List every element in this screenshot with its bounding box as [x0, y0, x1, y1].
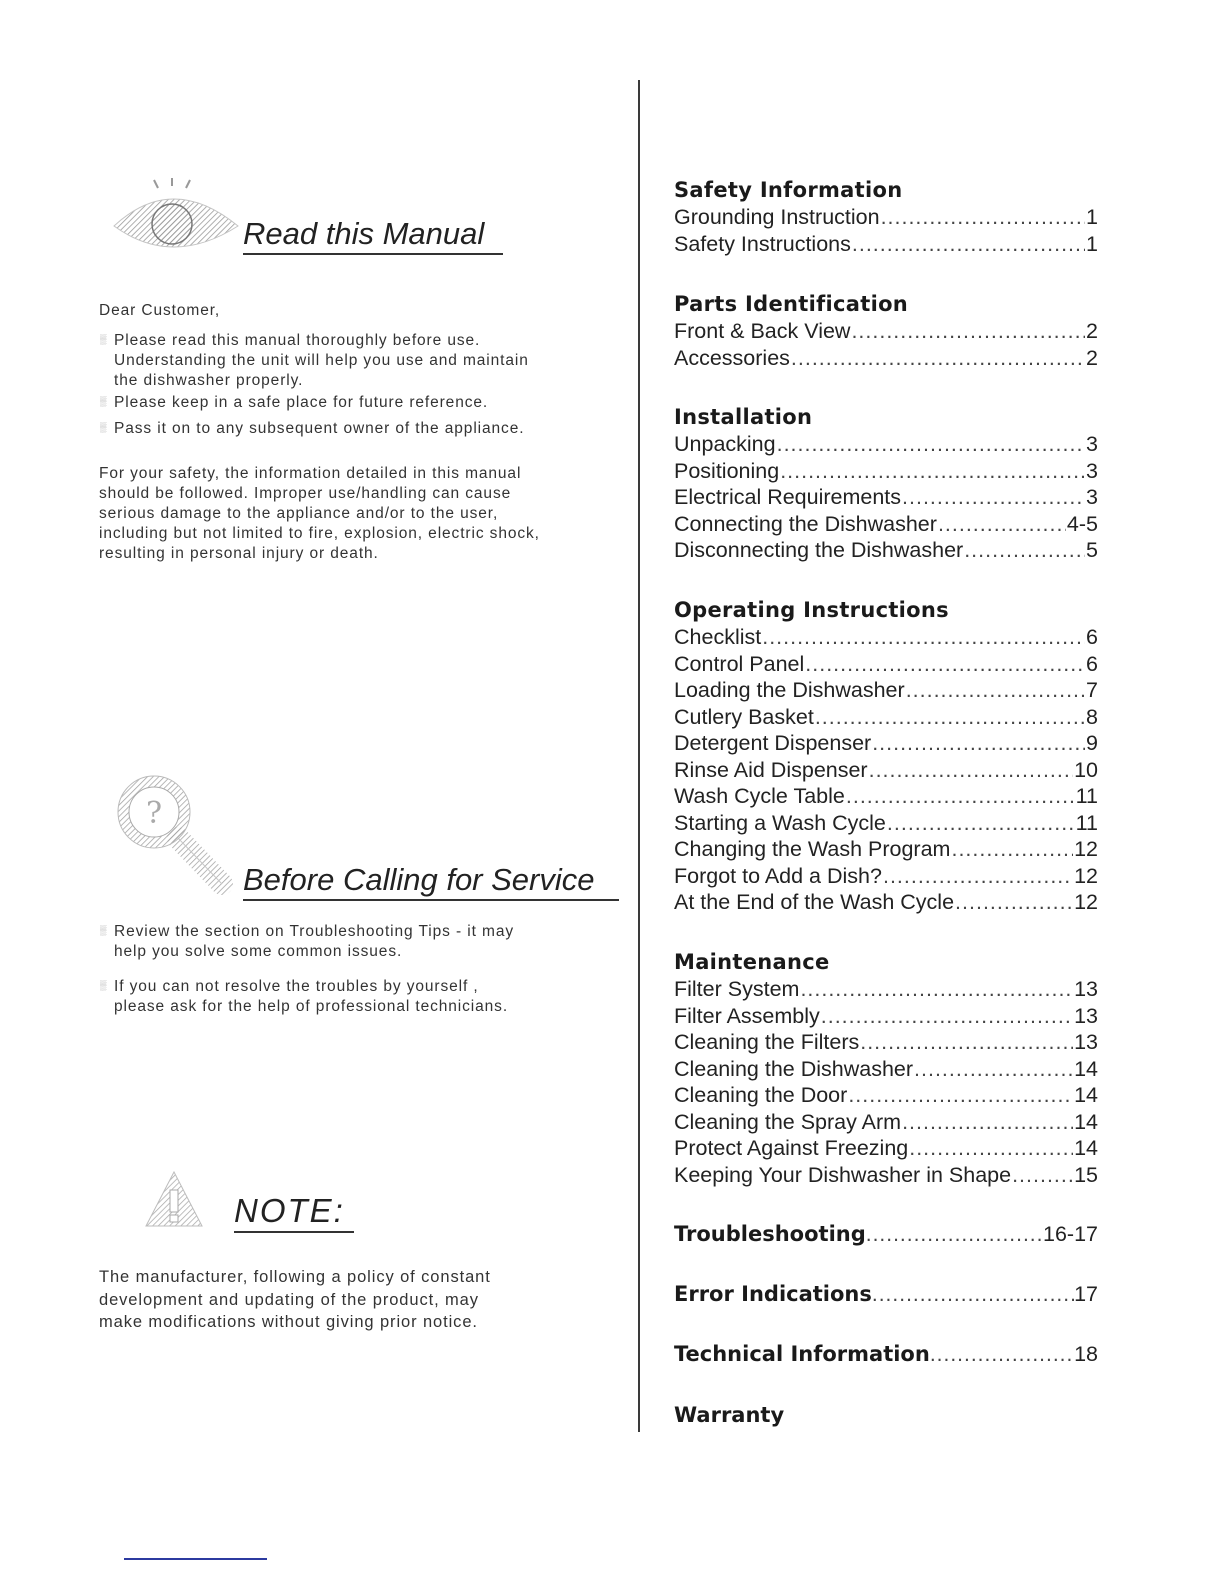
toc-parts	[674, 290, 1098, 371]
toc-entry[interactable]: Starting a Wash Cycle ..... 11	[674, 810, 1098, 837]
toc-entry[interactable]: Electrical Requirements ..... 3	[674, 484, 1098, 511]
service-title: Before Calling for Service	[243, 862, 619, 901]
toc-installation	[674, 403, 1098, 564]
toc-entry[interactable]: Accessories ..... 2	[674, 345, 1098, 372]
list-item: ▒ Review the section on Troubleshooting Tips - it may help you solve some common issues.	[100, 923, 514, 960]
warning-icon	[142, 1168, 206, 1230]
toc-entry[interactable]: Connecting the Dishwasher ..... 4-5	[674, 511, 1098, 538]
toc-warranty[interactable]: Warranty	[674, 1403, 785, 1427]
toc-error-indications[interactable]: Error Indications ..... 17	[674, 1279, 1098, 1309]
bullet-icon: ▒	[100, 334, 107, 344]
toc-entry[interactable]: Positioning ..... 3	[674, 458, 1098, 485]
svg-text:?: ?	[145, 796, 163, 831]
toc-heading: Safety Information	[674, 178, 903, 202]
toc-entry[interactable]: Disconnecting the Dishwasher ..... 5	[674, 537, 1098, 564]
toc-operating	[674, 596, 1098, 916]
toc-entry[interactable]: Cleaning the Dishwasher ..... 14	[674, 1056, 1098, 1083]
toc-heading: Installation	[674, 405, 813, 429]
toc-technical-information[interactable]: Technical Information ..... 18	[674, 1339, 1098, 1369]
toc-entry[interactable]: Rinse Aid Dispenser ..... 10	[674, 757, 1098, 784]
toc-entry[interactable]: Detergent Dispenser ..... 9	[674, 730, 1098, 757]
note-title: NOTE:	[234, 1192, 354, 1233]
toc-heading: Parts Identification	[674, 292, 909, 316]
toc-entry[interactable]: Keeping Your Dishwasher in Shape ..... 15	[674, 1162, 1098, 1189]
toc-entry[interactable]: Cleaning the Door ..... 14	[674, 1082, 1098, 1109]
toc-entry[interactable]: Wash Cycle Table ..... 11	[674, 783, 1098, 810]
toc-entry[interactable]: Loading the Dishwasher ..... 7	[674, 677, 1098, 704]
toc-entry[interactable]: Grounding Instruction ..... 1	[674, 204, 1098, 231]
toc-maintenance	[674, 948, 1098, 1188]
list-item: ▒ Please keep in a safe place for future reference.	[100, 394, 489, 411]
toc-heading: Operating Instructions	[674, 598, 949, 622]
magnifier-question-icon	[112, 772, 242, 898]
toc-entry[interactable]: At the End of the Wash Cycle ..... 12	[674, 889, 1098, 916]
bullet-icon: ▒	[100, 980, 107, 990]
toc-entry[interactable]: Front & Back View ..... 2	[674, 318, 1098, 345]
toc-heading: Maintenance	[674, 950, 830, 974]
safety-paragraph: For your safety, the information detailed in this manual should be followed. Improper use/handling can cause serious damage to the appliance and/or to the user, including but not limited to fire, explosion, electric shock, resulting in personal injury or death.	[99, 465, 540, 562]
toc-entry[interactable]: Control Panel ..... 6	[674, 651, 1098, 678]
eye-icon	[110, 178, 240, 258]
toc-entry[interactable]: Safety Instructions ..... 1	[674, 231, 1098, 258]
bullet-icon: ▒	[100, 925, 107, 935]
column-divider	[638, 80, 640, 1432]
toc-entry[interactable]: Protect Against Freezing ..... 14	[674, 1135, 1098, 1162]
list-item: ▒ If you can not resolve the troubles by yourself , please ask for the help of professional technicians.	[100, 978, 509, 1015]
toc-entry[interactable]: Checklist ..... 6	[674, 624, 1098, 651]
toc-entry[interactable]: Cleaning the Spray Arm ..... 14	[674, 1109, 1098, 1136]
toc-entry[interactable]: Cutlery Basket ..... 8	[674, 704, 1098, 731]
note-text: The manufacturer, following a policy of constant development and updating of the product, may make modifications without giving prior notice.	[99, 1268, 491, 1331]
toc-entry[interactable]: Changing the Wash Program ..... 12	[674, 836, 1098, 863]
toc-troubleshooting[interactable]: Troubleshooting ..... 16-17	[674, 1219, 1098, 1249]
list-item: ▒ Pass it on to any subsequent owner of the appliance.	[100, 420, 525, 437]
toc-entry[interactable]: Cleaning the Filters ..... 13	[674, 1029, 1098, 1056]
bottom-rule	[124, 1558, 267, 1560]
toc-entry[interactable]: Unpacking ..... 3	[674, 431, 1098, 458]
toc-entry[interactable]: Filter System ..... 13	[674, 976, 1098, 1003]
toc-entry[interactable]: Forgot to Add a Dish? ..... 12	[674, 863, 1098, 890]
toc-entry[interactable]: Filter Assembly ..... 13	[674, 1003, 1098, 1030]
read-manual-title: Read this Manual	[243, 216, 503, 255]
bullet-icon: ▒	[100, 396, 107, 406]
bullet-icon: ▒	[100, 422, 107, 432]
list-item: ▒ Please read this manual thoroughly before use. Understanding the unit will help you use and maintain the dishwasher properly.	[100, 332, 529, 389]
greeting: Dear Customer,	[99, 302, 221, 319]
toc-safety	[674, 176, 1098, 257]
